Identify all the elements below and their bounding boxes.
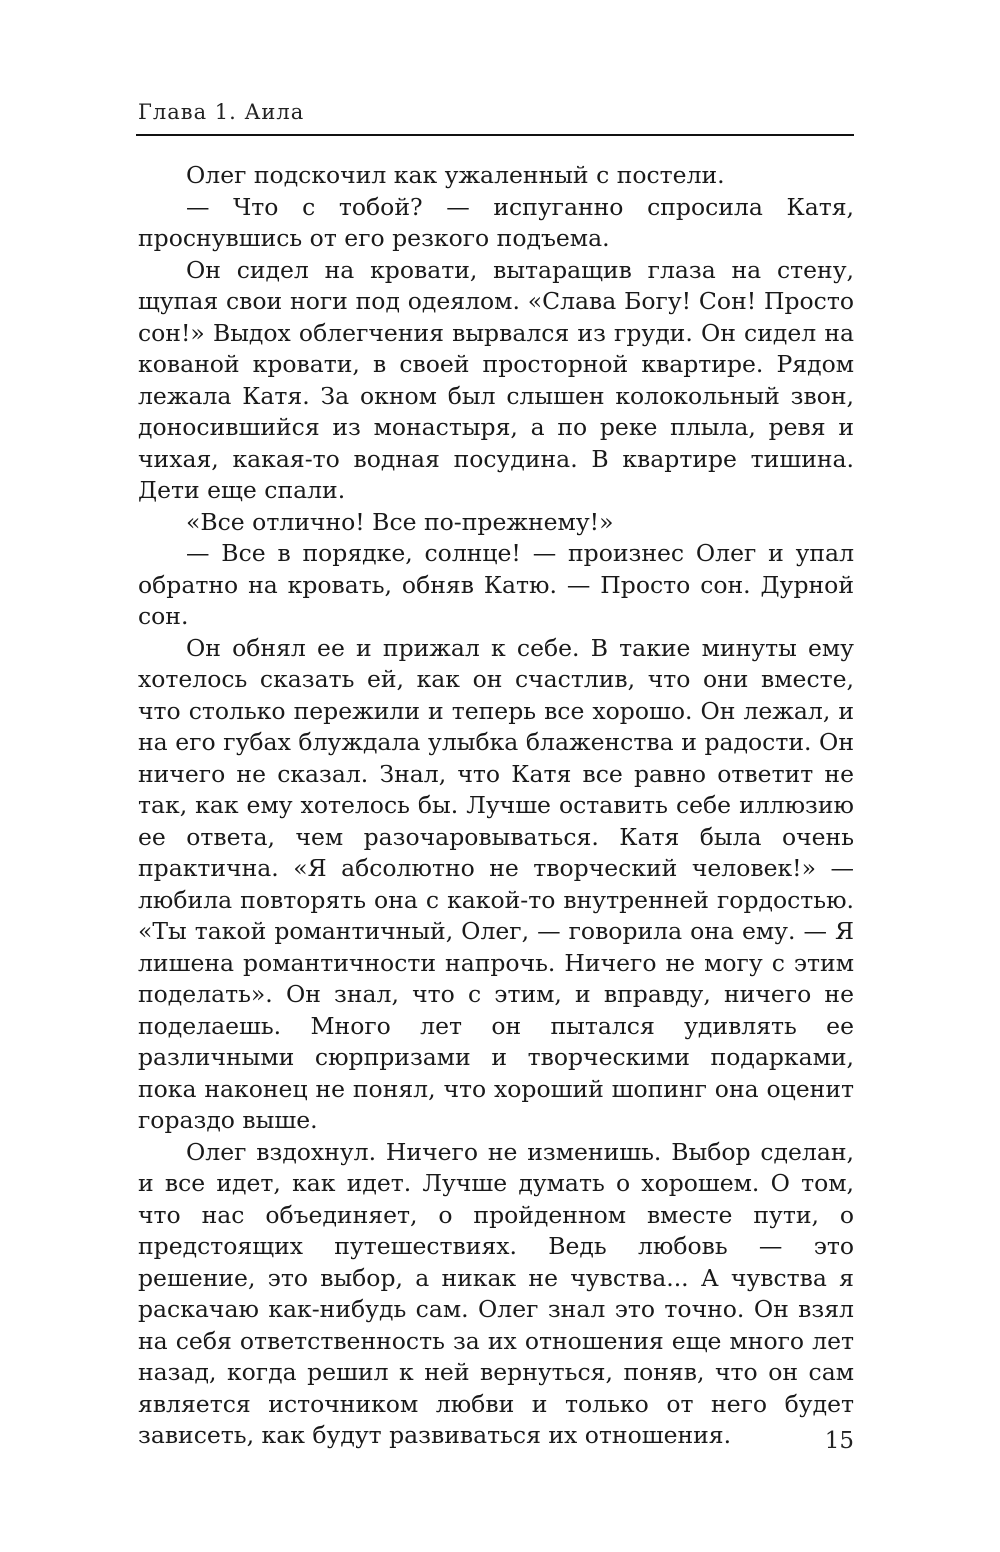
paragraph: Он сидел на кровати, вытаращив глаза на стену, щупая свои ноги под одеялом. «Слава Богу! Сон! Просто сон!» Выдох облегчения вырвался из груди. Он сидел на кованой кровати, в своей просторной квартире. Рядом лежала Катя. За окном был слышен колокольный звон, доносившийся из монастыря, а по реке плыла, ревя и чихая, какая-то водная посудина. В квартире тишина. Дети еще спали. xyxy=(138,255,854,504)
paragraph: «Все отлично! Все по-прежнему!» xyxy=(186,507,614,536)
header-rule xyxy=(136,134,854,136)
running-head: Глава 1. Аила xyxy=(138,100,305,124)
paragraph: Олег вздохнул. Ничего не изменишь. Выбор сделан, и все идет, как идет. Лучше думать о хорошем. О том, что нас объединяет, о пройденном вместе пути, о предстоящих путешествиях. Ведь любовь — это решение, это выбор, а никак не чувства... А чувства я раскачаю как-нибудь сам. Олег знал это точно. Он взял на себя ответственность за их отношения еще много лет назад, когда решил к ней вернуться, поняв, что он сам является источником любви и только от него будет зависеть, как будут развиваться их отношения. xyxy=(138,1137,854,1449)
paragraph: Он обнял ее и прижал к себе. В такие минуты ему хотелось сказать ей, как он счастлив, что они вместе, что столько пережили и теперь все хорошо. Он лежал, и на его губах блуждала улыбка блаженства и радости. Он ничего не сказал. Знал, что Катя все равно ответит не так, как ему хотелось бы. Лучше оставить себе иллюзию ее ответа, чем разочаровываться. Катя была очень практична. «Я абсолютно не творческий человек!» — любила повторять она с какой-то внутренней гордостью. «Ты такой романтичный, Олег, — говорила она ему. — Я лишена романтичности напрочь. Ничего не могу с этим поделать». Он знал, что с этим, и вправду, ничего не поделаешь. Много лет он пытался удивлять ее различными сюрпризами и творческими подарками, пока наконец не понял, что хороший шопинг она оценит гораздо выше. xyxy=(138,633,854,1134)
page-number: 15 xyxy=(824,1428,854,1454)
body-text xyxy=(138,160,854,1452)
paragraph: — Все в порядке, солнце! — произнес Олег и упал обратно на кровать, обняв Катю. — Просто сон. Дурной сон. xyxy=(138,539,854,630)
paragraph: Олег подскочил как ужаленный с постели. xyxy=(186,161,725,189)
paragraph: — Что с тобой? — испуганно спросила Катя, проснувшись от его резкого подъема. xyxy=(138,192,854,252)
